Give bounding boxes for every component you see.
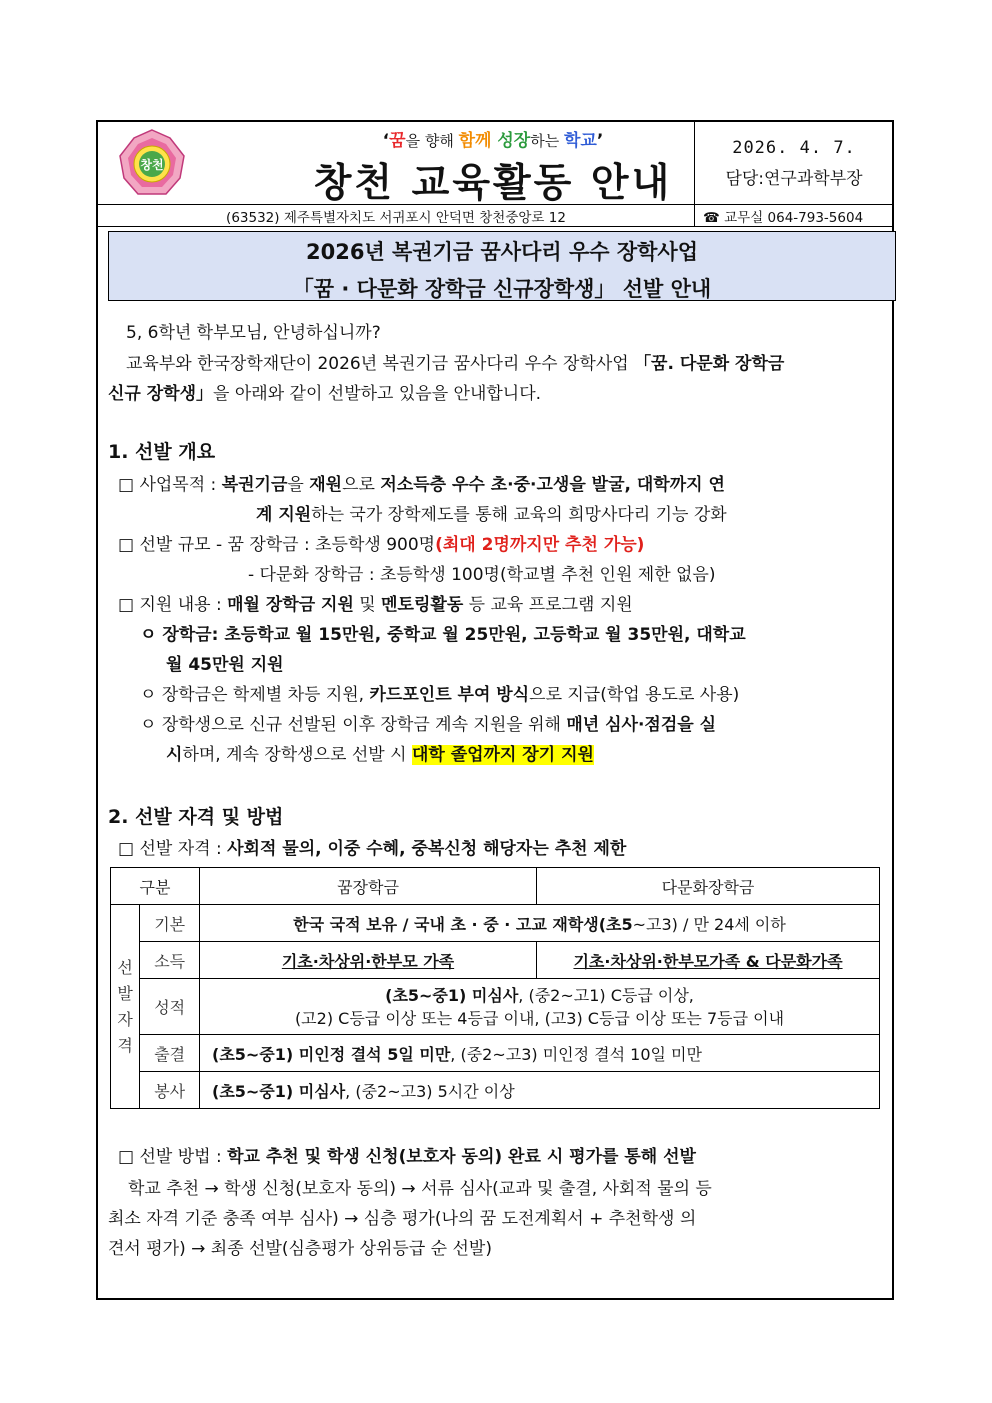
side-label: 선 발 자 격 — [111, 905, 140, 1109]
section2-heading: 2. 선발 자격 및 방법 — [108, 806, 284, 828]
table-header-row — [111, 868, 880, 905]
section1-heading: 1. 선발 개요 — [108, 441, 216, 463]
date-box — [694, 122, 893, 204]
emblem-text: 창천 — [140, 158, 164, 172]
table-row — [111, 905, 880, 942]
service-requirement: (초5~중1) 미심사, (중2~고3) 5시간 이상 — [200, 1072, 880, 1109]
bullet1-line2: 월 45만원 지원 — [166, 655, 284, 675]
qualification-table — [110, 867, 880, 1109]
bullet2-line: ㅇ 장학금은 학제별 차등 지원, 카드포인트 부여 방식으로 지급(학업 용도로 사용) — [140, 685, 740, 705]
intro-line1: 교육부와 한국장학재단이 2026년 복권기금 꿈사다리 우수 장학사업 「꿈. 다문화 장학금 — [126, 354, 785, 374]
highlighted-text: 대학 졸업까지 장기 지원 — [411, 745, 594, 765]
issue-date: 2026. 4. 7. — [732, 138, 856, 158]
address-row — [98, 204, 892, 227]
header-dream-scholarship: 꿈장학금 — [200, 868, 537, 905]
table-row — [111, 1072, 880, 1109]
row-label-attendance: 출결 — [140, 1035, 200, 1072]
bullet3-line2: 시하며, 계속 장학생으로 선발 시 대학 졸업까지 장기 지원 — [166, 745, 594, 765]
basic-requirement: 한국 국적 보유 / 국내 초 · 중 · 고교 재학생(초5~고3) / 만 24세 이하 — [200, 905, 880, 942]
intro-line2: 신규 장학생」을 아래와 같이 선발하고 있음을 안내합니다. — [108, 384, 542, 404]
scale-line1: □ 선발 규모 - 꿈 장학금 : 초등학생 900명(최대 2명까지만 추천 가능) — [118, 535, 645, 555]
method-process-line3: 견서 평가) → 최종 선발(심층평가 상위등급 순 선발) — [108, 1239, 492, 1259]
income-dream: 기초·차상위·한부모 가족 — [200, 942, 537, 979]
person-in-charge: 담당:연구과학부장 — [725, 169, 863, 189]
notice-title-box — [108, 231, 896, 301]
table-row — [111, 1035, 880, 1072]
school-address: (63532) 제주특별자치도 서귀포시 안덕면 창천중앙로 12 — [226, 210, 566, 226]
attendance-requirement: (초5~중1) 미인정 결석 5일 미만, (중2~고3) 미인정 결석 10일 미만 — [200, 1035, 880, 1072]
document-frame — [96, 120, 894, 1300]
bullet1-line1: ㅇ 장학금: 초등학교 월 15만원, 중학교 월 25만원, 고등학교 월 35만원, 대학교 — [140, 625, 746, 645]
row-label-grade: 성적 — [140, 979, 200, 1035]
table-row — [111, 942, 880, 979]
row-label-income: 소득 — [140, 942, 200, 979]
school-phone: ☎ 교무실 064-793-5604 — [694, 204, 892, 226]
qualification-line: □ 선발 자격 : 사회적 물의, 이중 수혜, 중복신청 해당자는 추천 제한 — [118, 839, 627, 859]
letterhead — [98, 122, 892, 205]
greeting: 5, 6학년 학부모님, 안녕하십니까? — [126, 323, 381, 343]
notice-title-line1: 2026년 복권기금 꿈사다리 우수 장학사업 — [306, 240, 698, 264]
grade-requirement: (초5~중1) 미심사, (중2~고1) C등급 이상, (고2) C등급 이상 또는 4등급 이내, (고3) C등급 이상 또는 7등급 이내 — [200, 979, 880, 1035]
row-label-basic: 기본 — [140, 905, 200, 942]
method-process-line1: 학교 추천 → 학생 신청(보호자 동의) → 서류 심사(교과 및 출결, 사회적 물의 등 — [128, 1179, 712, 1199]
newsletter-title: 창천 교육활동 안내 — [313, 161, 673, 206]
method-line: □ 선발 방법 : 학교 추천 및 학생 신청(보호자 동의) 완료 시 평가를 통해 선발 — [118, 1147, 696, 1167]
income-multicultural: 기초·차상위·한부모가족 & 다문화가족 — [537, 942, 880, 979]
school-emblem-icon — [114, 128, 190, 200]
school-slogan: ‘꿈을 향해 함께 성장하는 학교’ — [382, 131, 604, 151]
notice-title-line2: 「꿈 · 다문화 장학금 신규장학생」 선발 안내 — [292, 277, 712, 301]
method-process-line2: 최소 자격 기준 충족 여부 심사) → 심층 평가(나의 꿈 도전계획서 + 추천학생 의 — [108, 1209, 697, 1229]
table-row — [111, 979, 880, 1035]
purpose-line2: 계 지원하는 국가 장학제도를 통해 교육의 희망사다리 기능 강화 — [256, 505, 727, 525]
bullet3-line1: ㅇ 장학생으로 신규 선발된 이후 장학금 계속 지원을 위해 매년 심사·점검을 실 — [140, 715, 717, 735]
header-category: 구분 — [111, 868, 200, 905]
header-multicultural-scholarship: 다문화장학금 — [537, 868, 880, 905]
scale-line2: - 다문화 장학금 : 초등학생 100명(학교별 추천 인원 제한 없음) — [248, 565, 716, 585]
support-line: □ 지원 내용 : 매월 장학금 지원 및 멘토링활동 등 교육 프로그램 지원 — [118, 595, 633, 615]
purpose-line1: □ 사업목적 : 복권기금을 재원으로 저소득층 우수 초·중·고생을 발굴, 대학까지 연 — [118, 475, 725, 495]
row-label-service: 봉사 — [140, 1072, 200, 1109]
